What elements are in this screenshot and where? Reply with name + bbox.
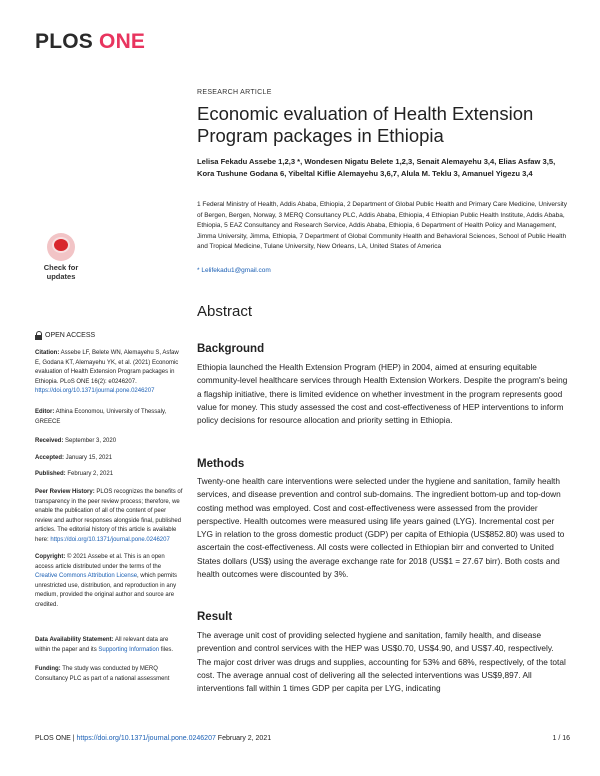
corresponding-email[interactable]: * Lelifekadu1@gmail.com: [197, 267, 271, 274]
funding-text: The study was conducted by MERQ Consultancy PLC as part of a national assessment: [35, 666, 170, 682]
accepted-block: [35, 454, 185, 464]
background-heading: Background: [197, 343, 265, 355]
check-for-updates-badge[interactable]: [36, 233, 86, 287]
badge-line1: Check for: [43, 263, 79, 272]
received-label: Received:: [35, 438, 64, 444]
footer-date: February 2, 2021: [215, 735, 272, 742]
badge-label: [36, 264, 86, 281]
published-date: February 2, 2021: [65, 471, 114, 477]
result-text: The average unit cost of providing selected hygiene and sanitation, family health, and disease prevention and control services with the HEP was US$0.70, US$4.90, and US$7.40, respectively. The major cost driver was drugs and supplies, accounting for 53% and 68%, respectively, of the total cost. The average annual cost of delivering all the selected interventions was US$9,897. All interventions fall within 1 times GDP per capita per LYG, indicating: [197, 630, 566, 694]
peer-review-text: PLOS recognizes the benefits of transparency in the peer review process; therefore, we enable the publication of all of the content of peer review and author responses alongside final, published articles. The editorial history of this article is available here:: [35, 489, 183, 543]
supporting-information-link[interactable]: Supporting Information: [98, 646, 160, 653]
article-type: RESEARCH ARTICLE: [197, 89, 272, 96]
received-block: [35, 437, 185, 447]
badge-line2: updates: [46, 271, 76, 281]
journal-logo[interactable]: [35, 30, 145, 54]
background-text: Ethiopia launched the Health Extension Program (HEP) in 2004, aimed at ensuring equitable community-level healthcare services through Health Extension Workers. Despite the program's being a flagship initiative, there is limited evidence on whether investment in the program represents good value for money. This study assessed the cost and cost-effectiveness of HEP interventions to inform policy decisions for resource allocation and priority setting in Ethiopia.: [197, 362, 568, 426]
peer-review-doi-link[interactable]: https://doi.org/10.1371/journal.pone.0246207: [50, 536, 170, 543]
peer-review-block: [35, 488, 185, 545]
open-lock-icon: [35, 331, 42, 340]
copyright-text: © 2021 Assebe et al. This is an open access article distributed under the terms of the: [35, 554, 165, 570]
logo-one: ONE: [99, 30, 146, 53]
footer-journal: PLOS ONE: [35, 735, 71, 742]
copyright-block: [35, 553, 185, 610]
funding-label: Funding:: [35, 666, 61, 672]
copyright-label: Copyright:: [35, 554, 66, 560]
result-heading: Result: [197, 611, 233, 623]
copyright-text-2: , which permits unrestricted use, distribution, and reproduction in any medium, provided the original author and source are credited.: [35, 573, 178, 608]
funding-block: [35, 665, 185, 684]
published-label: Published:: [35, 471, 66, 477]
footer-doi-link[interactable]: https://doi.org/10.1371/journal.pone.0246207: [76, 735, 216, 742]
author-list: Lelisa Fekadu Assebe 1,2,3 *, Wondesen Nigatu Belete 1,2,3, Senait Alemayehu 3,4, Elias Asfaw 3,5, Kora Tushune Godana 6, Yibeltal Kiflie Alemayehu 3,6,7, Alula M. Teklu 3, Amanuel Yigezu 3,4: [197, 157, 556, 178]
data-availability-block: [35, 636, 185, 655]
editor-text: Athina Economou, University of Thessaly, GREECE: [35, 409, 167, 425]
accepted-date: January 15, 2021: [64, 455, 113, 461]
citation-doi-link[interactable]: https://doi.org/10.1371/journal.pone.0246207: [35, 388, 155, 394]
crossmark-icon: [47, 233, 75, 261]
methods-text: Twenty-one health care interventions were selected under the hygiene and sanitation, family health services, and disease prevention and control sub-domains. The ingredient bottom-up and top-down costing method was employed. Cost and cost-effectiveness were assessed from the provider perspective. Health outcomes were measured using life years gained (LYG). Incremental cost per LYG in relation to the gross domestic product (GDP) per capita of Ethiopia (US$852.80) was used to ascertain the cost-effectiveness. All costs were collected in Ethiopian birr and converted to United States dollars (US$) using the average exchange rate for 2018 (US$1 = 27.67 birr). Both costs and health outcomes were discounted by 3%.: [197, 476, 565, 580]
page-number: 1 / 16: [552, 735, 570, 742]
affiliations: 1 Federal Ministry of Health, Addis Ababa, Ethiopia, 2 Department of Global Public Health and Primary Care Medicine, University of Bergen, Bergen, Norway, 3 MERQ Consultancy PLC, Addis Ababa, Ethiopia, 4 Ethiopian Public Health Institute, Addis Ababa, Ethiopia, 5 EAZ Consultancy and Research Service, Addis Ababa, Ethiopia, 6 Department of Health Policy and Management, Jimma University, Jimma, Ethiopia, 7 Department of Global Community Health and Behavioral Sciences, School of Public Health and Tropical Medicine, Tulane University, New Orleans, LA, United States of America: [197, 201, 567, 250]
editor-label: Editor:: [35, 409, 55, 415]
open-access-row: [35, 331, 95, 340]
citation-label: Citation:: [35, 350, 60, 356]
page-footer: [35, 735, 570, 742]
data-availability-label: Data Availability Statement:: [35, 637, 114, 643]
article-title: Economic evaluation of Health Extension Program packages in Ethiopia: [197, 103, 534, 146]
data-availability-text-2: files.: [159, 646, 174, 653]
abstract-heading: Abstract: [197, 303, 253, 320]
citation-block: [35, 349, 185, 397]
data-availability-text: All relevant data are within the paper and its: [35, 637, 169, 653]
citation-text: Assebe LF, Belete WN, Alemayehu S, Asfaw E, Godana KT, Alemayehu YK, et al. (2021) Economic evaluation of Health Extension Program packages in Ethiopia. PLoS ONE 16(2): e0246207.: [35, 350, 179, 385]
editor-block: [35, 408, 185, 427]
methods-heading: Methods: [197, 458, 245, 470]
accepted-label: Accepted:: [35, 455, 65, 461]
footer-separator: |: [70, 735, 77, 742]
open-access-label: OPEN ACCESS: [45, 332, 96, 339]
logo-plos: PLOS: [35, 30, 93, 53]
published-block: [35, 470, 185, 480]
peer-review-label: Peer Review History:: [35, 489, 95, 495]
received-date: September 3, 2020: [63, 438, 117, 444]
license-link[interactable]: Creative Commons Attribution License: [35, 573, 138, 579]
